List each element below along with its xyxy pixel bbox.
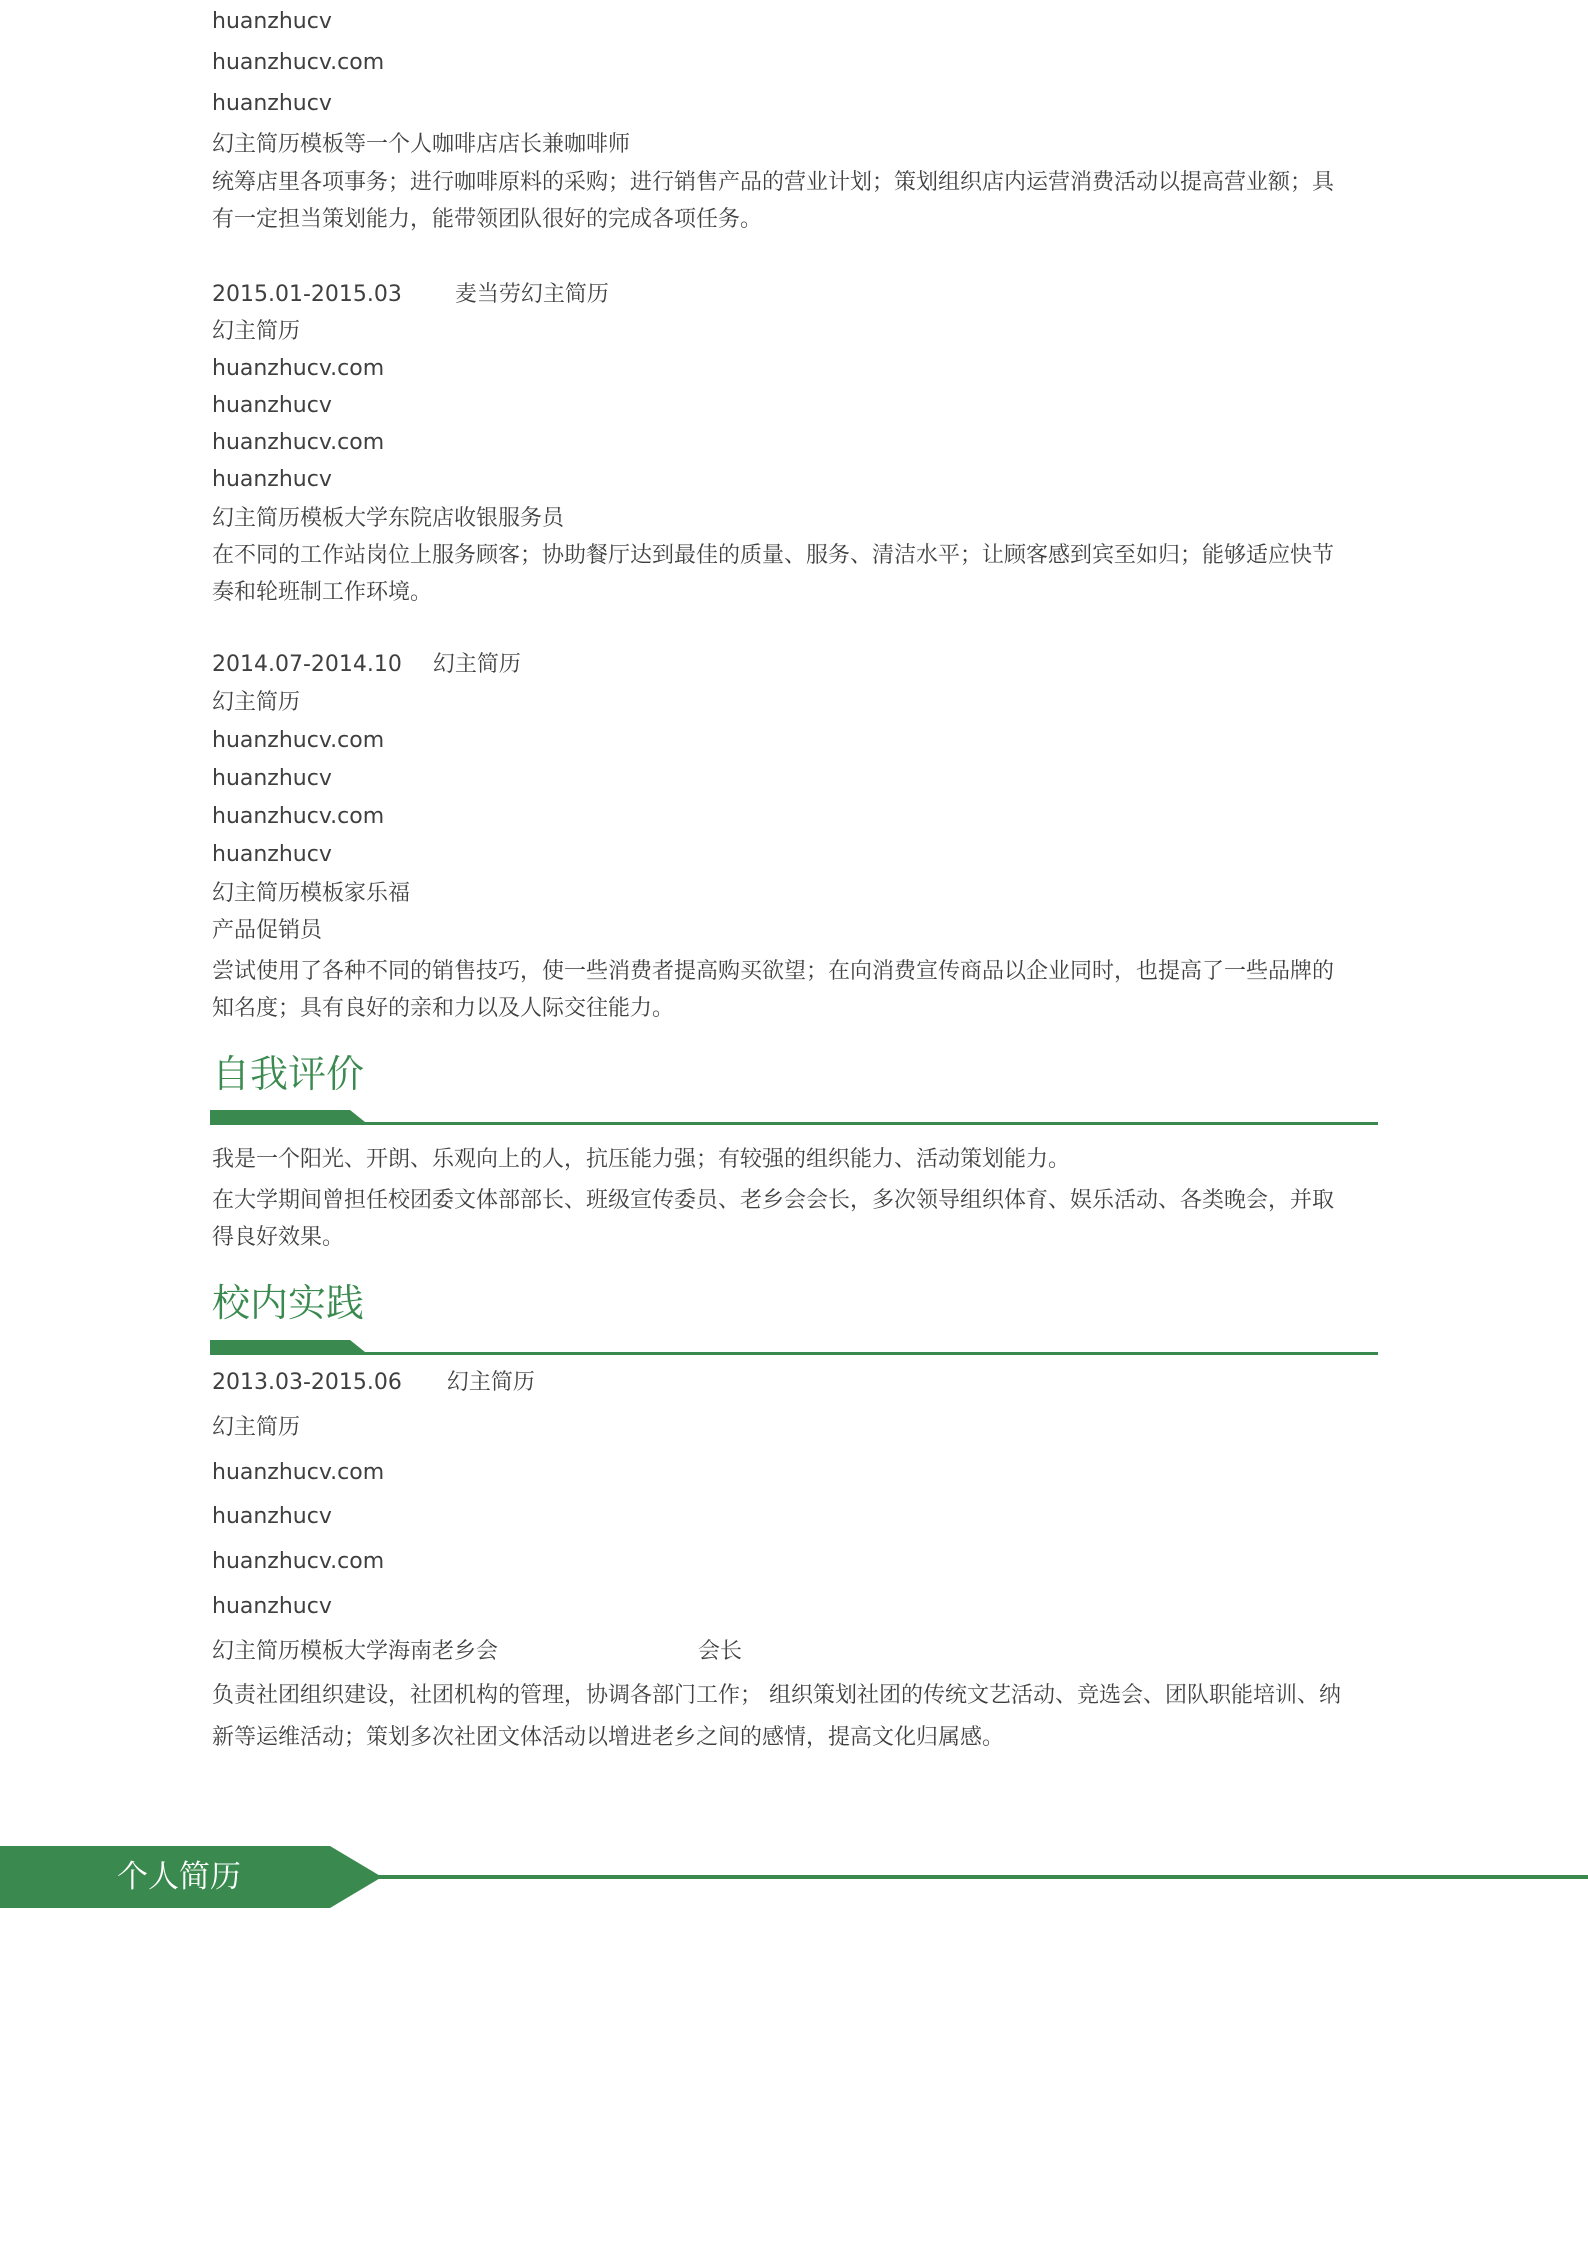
campus-date: 2013.03-2015.06: [212, 1370, 402, 1395]
job2-company: 麦当劳幻主简历: [454, 282, 609, 307]
campus-line-5: huanzhucv: [212, 1594, 332, 1619]
campus-header: [212, 1369, 535, 1397]
job1-position: 幻主简历模板等一个人咖啡店店长兼咖啡师: [212, 132, 631, 157]
job3-line-3: huanzhucv: [212, 766, 332, 791]
campus-club: 幻主简历模板大学海南老乡会: [212, 1639, 499, 1664]
job2-date: 2015.01-2015.03: [212, 282, 402, 307]
campus-line-1: 幻主简历: [212, 1415, 301, 1440]
job1-line-2: huanzhucv.com: [212, 50, 385, 75]
campus-org: 幻主简历: [446, 1370, 535, 1395]
job3-header: [212, 651, 521, 679]
job2-line-3: huanzhucv: [212, 393, 332, 418]
job2-header: [212, 281, 609, 309]
campus-club-row: [212, 1638, 742, 1666]
campus-divider: [210, 1340, 1378, 1360]
campus-line-2: huanzhucv.com: [212, 1460, 385, 1485]
self-eval-line-2: 在大学期间曾担任校团委文体部部长、班级宣传委员、老乡会会长，多次领导组织体育、娱乐活动、各类晚会，并取得良好效果。: [212, 1188, 1335, 1250]
job3-line-4: huanzhucv.com: [212, 804, 385, 829]
campus-line-3: huanzhucv: [212, 1504, 332, 1529]
campus-line-4: huanzhucv.com: [212, 1549, 385, 1574]
job2-line-4: huanzhucv.com: [212, 430, 385, 455]
job3-org: 幻主简历模板家乐福: [212, 881, 411, 906]
job1-line-3: huanzhucv: [212, 91, 332, 116]
job2-line-5: huanzhucv: [212, 467, 332, 492]
job3-description: 尝试使用了各种不同的销售技巧，使一些消费者提高购买欲望；在向消费宣传商品以企业同时，也提高了一些品牌的知名度；具有良好的亲和力以及人际交往能力。: [212, 959, 1335, 1021]
job2-line-2: huanzhucv.com: [212, 356, 385, 381]
campus-description: 负责社团组织建设，社团机构的管理，协调各部门工作； 组织策划社团的传统文艺活动、竞选会、团队职能培训、纳新等运维活动；策划多次社团文体活动以增进老乡之间的感情，提高文化归属感。: [212, 1683, 1341, 1750]
job2-description: 在不同的工作站岗位上服务顾客；协助餐厅达到最佳的质量、服务、清洁水平；让顾客感到宾至如归；能够适应快节奏和轮班制工作环境。: [212, 543, 1335, 605]
job2-line-1: 幻主简历: [212, 319, 301, 344]
self-eval-title: 自我评价: [212, 1052, 365, 1096]
campus-title: 校内实践: [212, 1281, 365, 1325]
footer-label: 个人简历: [117, 1859, 241, 1895]
job3-date: 2014.07-2014.10: [212, 652, 402, 677]
self-eval-divider: [210, 1110, 1378, 1130]
job3-line-5: huanzhucv: [212, 842, 332, 867]
campus-role: 会长: [698, 1639, 743, 1664]
self-eval-line-1: 我是一个阳光、开朗、乐观向上的人，抗压能力强；有较强的组织能力、活动策划能力。: [212, 1147, 1071, 1172]
job1-description: 统筹店里各项事务；进行咖啡原料的采购；进行销售产品的营业计划；策划组织店内运营消费活动以提高营业额；具有一定担当策划能力，能带领团队很好的完成各项任务。: [212, 170, 1335, 232]
job3-company: 幻主简历: [432, 652, 521, 677]
job3-line-2: huanzhucv.com: [212, 728, 385, 753]
job2-position: 幻主简历模板大学东院店收银服务员: [212, 506, 565, 531]
job1-line-1: huanzhucv: [212, 9, 332, 34]
job3-position: 产品促销员: [212, 918, 323, 943]
job3-line-1: 幻主简历: [212, 690, 301, 715]
